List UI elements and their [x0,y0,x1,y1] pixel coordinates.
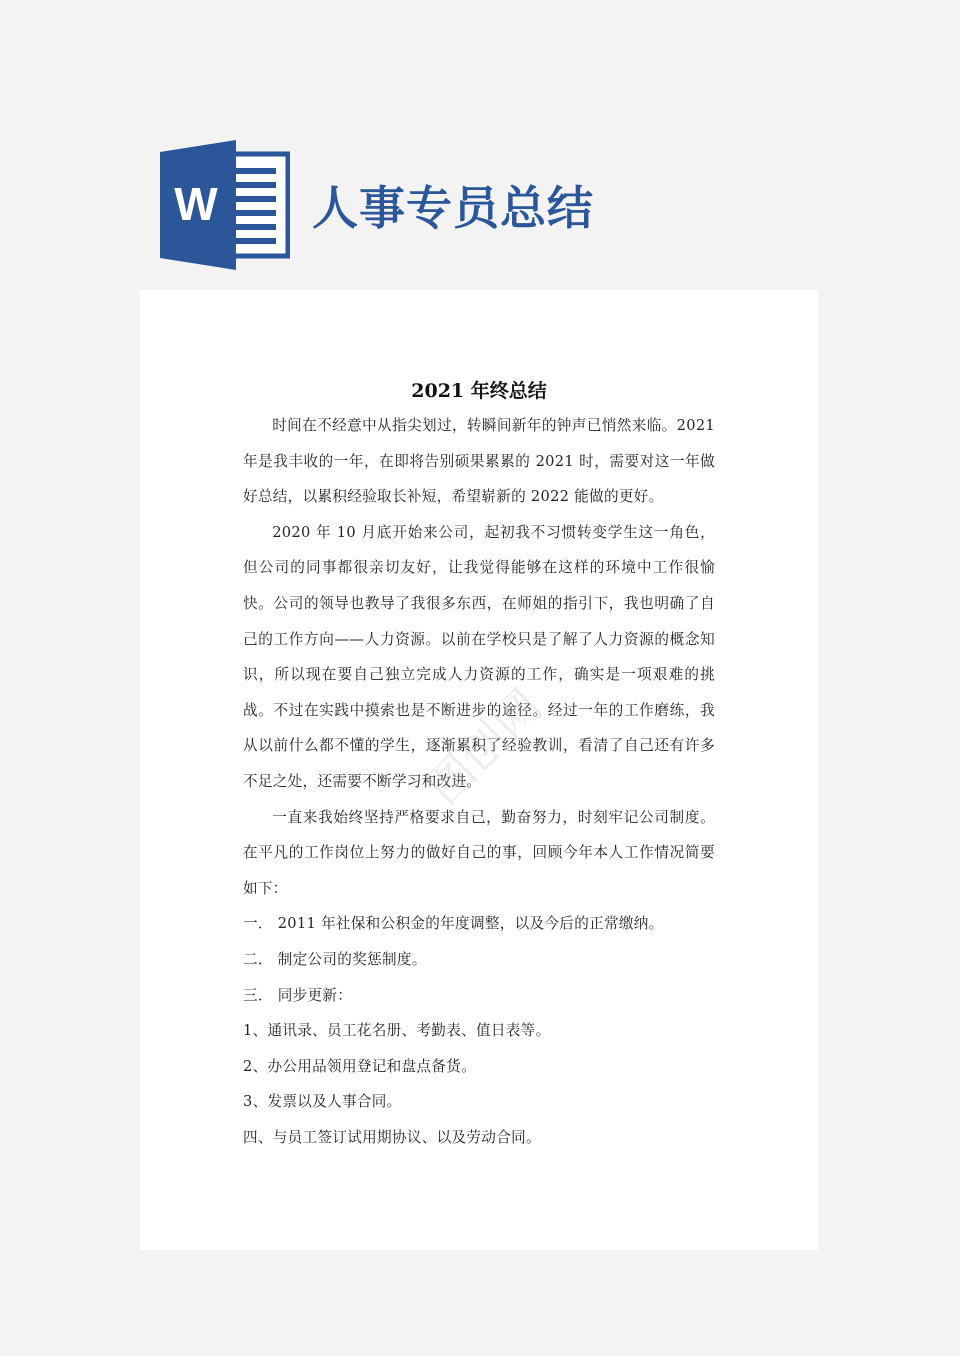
header [160,140,860,270]
list-item: 二． 制定公司的奖惩制度。 [243,950,427,968]
list-item: 3、发票以及人事合同。 [243,1093,402,1111]
paragraph-summary: 一直来我始终坚持严格要求自己，勤奋努力，时刻牢记公司制度。在平凡的工作岗位上努力的做好自己的事，回顾今年本人工作情况简要如下： [243,808,715,897]
svg-text:W: W [174,178,218,230]
list-item: 一． 2011 年社保和公积金的年度调整，以及今后的正常缴纳。 [243,915,664,933]
paragraph-experience: 2020 年 10 月底开始来公司，起初我不习惯转变学生这一角色，但公司的同事都很亲切友好，让我觉得能够在这样的环境中工作很愉快。公司的领导也教导了我很多东西，在师姐的指引下，我也明确了自己的工作方向——人力资源。以前在学校只是了解了人力资源的概念知识，所以现在要自己独立完成人力资源的工作，确实是一项艰难的挑战。不过在实践中摸索也是不断进步的途径。经过一年的工作磨练，我从以前什么都不懂的学生，逐渐累积了经验教训，看清了自己还有许多不足之处，还需要不断学习和改进。 [243,523,715,790]
list-item: 2、办公用品领用登记和盘点备货。 [243,1057,476,1075]
document-body [243,408,715,1155]
list-item: 四、与员工签订试用期协议、以及劳动合同。 [243,1128,541,1146]
word-doc-icon [160,140,290,270]
list-item: 三． 同步更新： [243,986,353,1004]
header-title: 人事专员总结 [312,181,594,235]
watermark: 图创网 [416,678,553,815]
document-title: 2021 年终总结 [411,380,547,402]
paragraph-intro: 时间在不经意中从指尖划过，转瞬间新年的钟声已悄然来临。2021 年是我丰收的一年，在即将告别硕果累累的 2021 时，需要对这一年做好总结，以累积经验取长补短，希望崭新的 2022 能做的更好。 [243,417,715,506]
list-item: 1、通讯录、员工花名册、考勤表、值日表等。 [243,1022,551,1040]
document-page [140,290,818,1250]
